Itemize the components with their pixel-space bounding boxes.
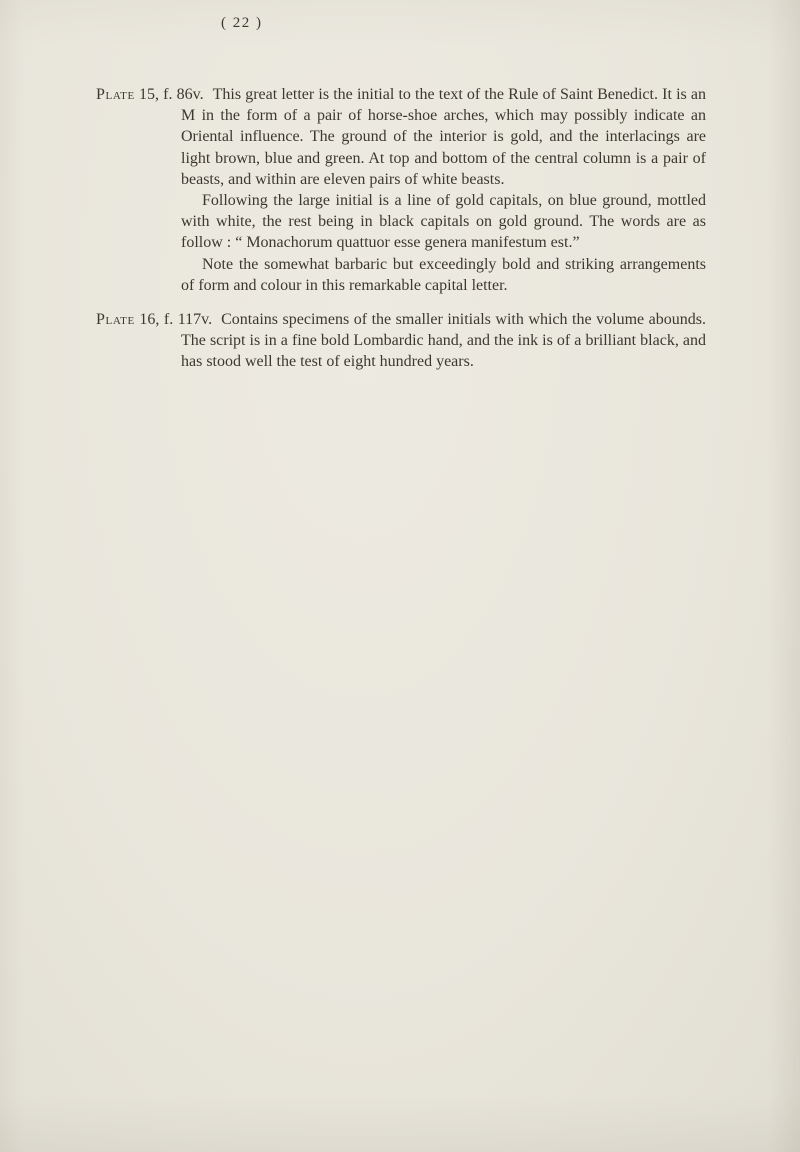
plate-label <box>96 86 204 103</box>
plate-folio-ref: 15, f. 86v. <box>138 86 204 103</box>
plate-label <box>96 311 212 328</box>
plate-entry-15 <box>96 84 706 296</box>
plate-paragraph: Following the large initial is a line of gold capitals, on blue ground, mottled with white, the rest being in black capitals on gold ground. The words are as follow : “ Monachorum quattuor esse genera manifestum est.” <box>181 192 706 252</box>
plate-paragraph: Note the somewhat barbaric but exceedingly bold and striking arrangements of form and colour in this remarkable capital letter. <box>181 255 706 294</box>
plate-word: Plate <box>96 311 135 329</box>
plate-entry-16 <box>96 309 706 373</box>
plate-word: Plate <box>96 86 135 103</box>
page-number: ( 22 ) <box>221 15 263 31</box>
plate-folio-ref: 16, f. 117v. <box>139 311 213 329</box>
plate-description-text: This great letter is the initial to the text of the Rule of Saint Benedict. It is an M in the form of a pair of horse-shoe arches, which may possibly indicate an Oriental influence. The ground of the interior is gold, and the interlacings are light brown, blue and green. At top and bottom of the central column is a pair of beasts, and within are eleven pairs of white beasts. <box>181 86 707 188</box>
text-block <box>96 84 706 373</box>
plate-paragraph <box>96 84 707 190</box>
plate-description-text: Contains specimens of the smaller initials with which the volume abounds. The script is in a fine bold Lombardic hand, and the ink is of a brilliant black, and has stood well the test of eight hundred years. <box>181 311 706 371</box>
plate-paragraph <box>96 309 706 373</box>
